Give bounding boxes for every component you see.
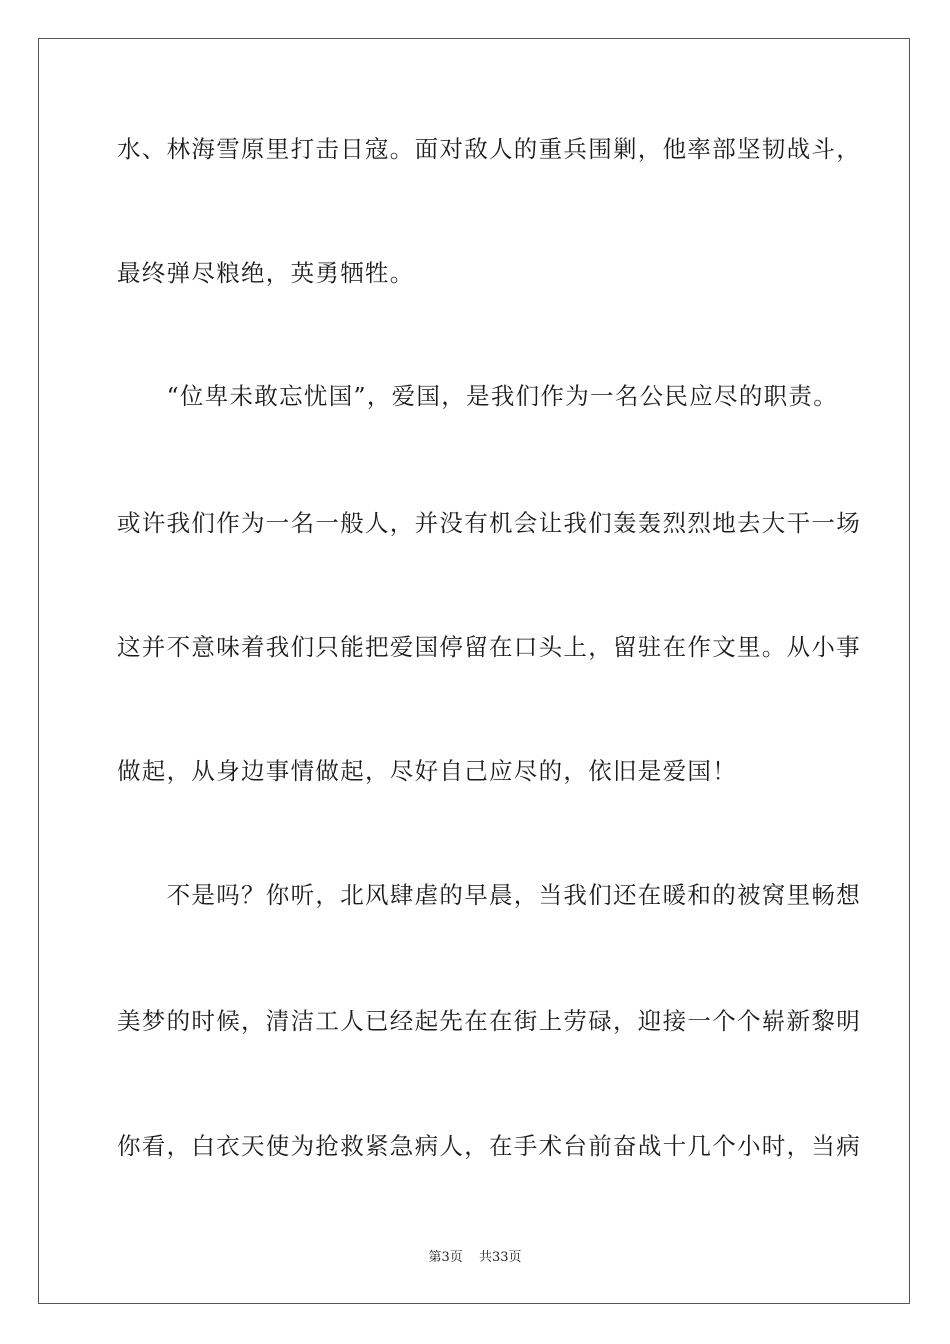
page-footer: [0, 1250, 950, 1266]
text-line-5: 这并不意味着我们只能把爱国停留在口头上，留驻在作文里。从小事: [117, 633, 861, 661]
text-line-1: 水、林海雪原里打击日寇。面对敌人的重兵围剿，他率部坚韧战斗，: [117, 135, 861, 163]
total-pages: 共33页: [478, 1250, 522, 1265]
text-line-6: 做起，从身边事情做起，尽好自己应尽的，依旧是爱国！: [117, 757, 737, 785]
text-line-8: 美梦的时候，清洁工人已经起先在在街上劳碌，迎接一个个崭新黎明: [117, 1007, 861, 1035]
text-line-2: 最终弹尽粮绝，英勇牺牲。: [117, 259, 415, 287]
page-border: [38, 38, 910, 1304]
text-line-3: “位卑未敢忘忧国”，爱国，是我们作为一名公民应尽的职责。: [117, 382, 839, 410]
text-line-4: 或许我们作为一名一般人，并没有机会让我们轰轰烈烈地去大干一场: [117, 509, 861, 537]
text-line-9: 你看，白衣天使为抢救紧急病人，在手术台前奋战十几个小时，当病: [117, 1132, 861, 1160]
text-line-7: 不是吗？你听，北风肆虐的早晨，当我们还在暖和的被窝里畅想: [117, 881, 861, 909]
page-number: 第3页: [428, 1250, 463, 1265]
